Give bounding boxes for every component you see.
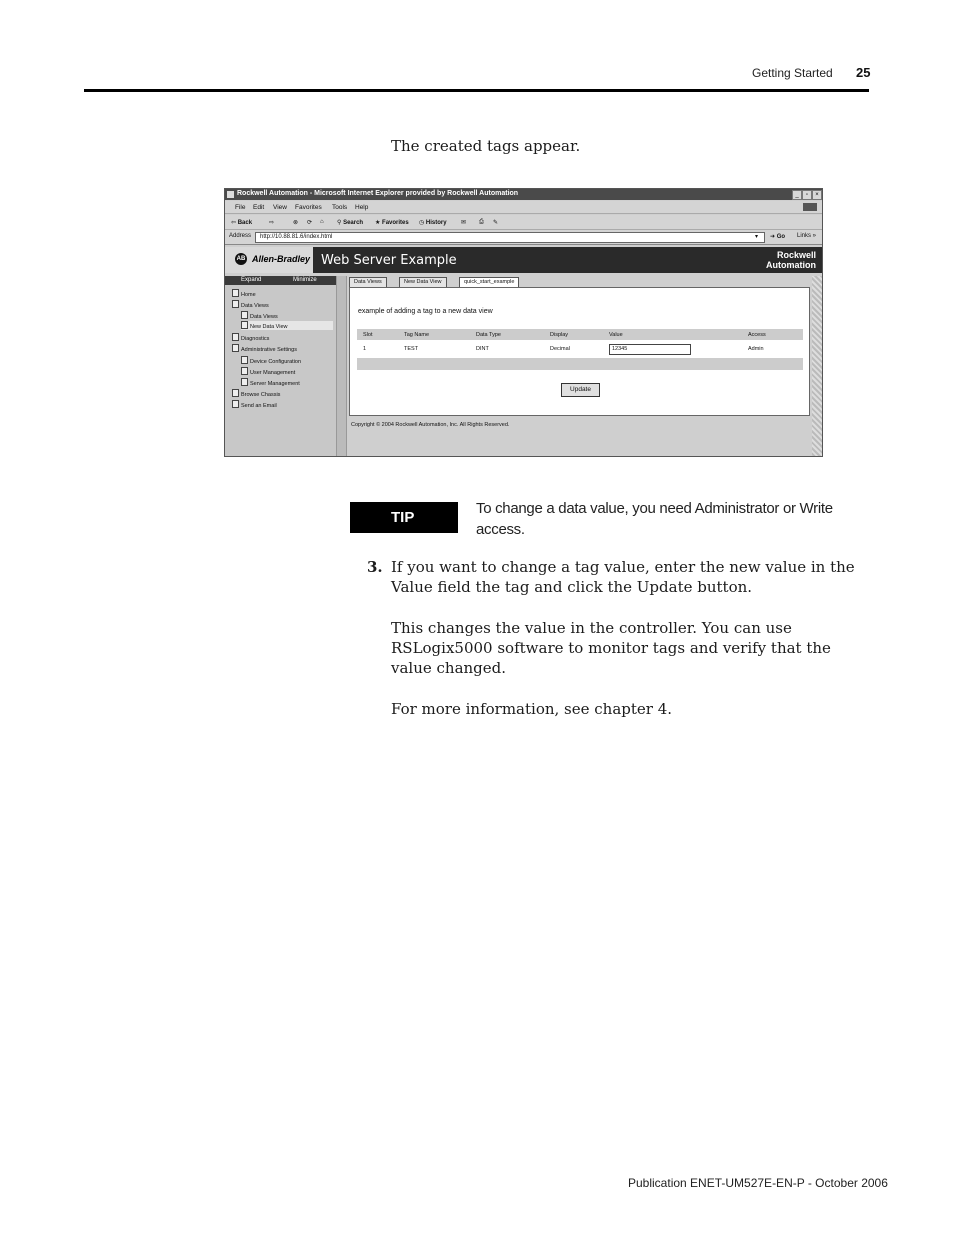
window-titlebar [225,189,822,200]
sidebar-item-browse-chassis[interactable]: Browse Chassis [232,389,280,398]
folder-icon [232,344,239,352]
folder-icon [241,367,248,375]
home-icon[interactable]: ⌂ [320,219,324,225]
value-input[interactable]: 12345 [609,344,691,355]
sidebar-item-send-email[interactable]: Send an Email [232,400,277,409]
address-url: http://10.88.81.6/index.html [260,234,333,240]
running-header-section: Getting Started [752,66,833,80]
cell-data-type: DINT [476,346,489,352]
ab-logo-icon: AB [235,253,247,265]
page-number: 25 [856,65,871,80]
browser-screenshot [224,188,823,457]
refresh-icon[interactable]: ⟳ [307,220,313,226]
mail-icon [232,400,239,408]
close-button[interactable]: × [812,190,822,200]
address-input[interactable] [255,232,765,243]
col-slot: Slot [363,332,373,338]
folder-icon [232,333,239,341]
address-bar [225,230,822,245]
sidebar-item-device-configuration[interactable]: Device Configuration [241,356,301,365]
step-number: 3. [367,558,383,576]
brand-name: Allen-Bradley [252,254,311,264]
menu-favorites[interactable]: Favorites [295,204,322,211]
expand-link[interactable]: Expand [241,277,262,283]
publication-footer: Publication ENET-UM527E-EN-P - October 2006 [628,1176,888,1190]
sidebar-item-server-management[interactable]: Server Management [241,378,300,387]
sidebar-item-diagnostics[interactable]: Diagnostics [232,333,269,342]
folder-icon [241,356,248,364]
minimize-link[interactable]: Minimize [293,277,317,283]
intro-text: The created tags appear. [391,137,581,155]
table-footer [357,358,803,370]
col-data-type: Data Type [476,332,501,338]
vertical-scrollbar[interactable] [812,276,822,457]
content-title: example of adding a tag to a new data view [358,308,493,315]
site-banner [225,247,822,273]
windows-logo-icon [803,203,817,211]
address-label: Address [229,233,252,239]
print-icon[interactable]: ⎙ [479,219,484,225]
history-button[interactable]: ◷ History [419,220,447,226]
page-icon [232,289,239,297]
copyright-text: Copyright © 2004 Rockwell Automation, Inc. All Rights Reserved. [351,422,510,428]
cell-display: Decimal [550,346,570,352]
menu-view[interactable]: View [273,204,287,211]
tip-text: To change a data value, you need Administrator or Write access. [476,500,833,538]
body-paragraph-reference: For more information, see chapter 4. [391,700,673,718]
step-text: If you want to change a tag value, enter the new value in the Value field the tag and click the Update button. [391,558,855,596]
tip-label: TIP [350,502,458,533]
col-value: Value [609,332,623,338]
search-button[interactable]: ⚲ Search [337,220,364,226]
menu-tools[interactable]: Tools [332,204,348,211]
sidebar-item-new-data-view[interactable]: New Data View [241,321,333,330]
chevron-down-icon[interactable]: ▾ [755,234,759,240]
menu-edit[interactable]: Edit [253,204,265,211]
update-button[interactable]: Update [561,383,600,397]
sidebar-item-data-views[interactable]: Data Views [241,311,278,320]
tab-quick-start-example[interactable]: quick_start_example [459,277,519,287]
minimize-button[interactable]: _ [792,190,802,200]
allen-bradley-logo-area [225,247,313,273]
sidebar-item-administrative-settings[interactable]: Administrative Settings [232,344,297,353]
favorites-button[interactable]: ★ Favorites [375,220,409,226]
folder-icon [241,378,248,386]
header-rule [84,89,869,92]
menu-bar [225,201,822,214]
rockwell-logo-line2: Automation [766,260,816,270]
sidebar-item-data-views-folder[interactable]: Data Views [232,300,269,309]
tab-new-data-view[interactable]: New Data View [399,277,447,287]
nav-sidebar [225,276,337,457]
tab-data-views[interactable]: Data Views [349,277,387,287]
ie-icon [227,191,234,198]
stop-icon[interactable]: ⊗ [293,220,299,226]
restore-button[interactable]: ▫ [802,190,812,200]
folder-icon [232,300,239,308]
links-button[interactable]: Links » [797,233,817,239]
table-row [357,343,803,356]
frame-divider[interactable] [337,276,347,457]
page-icon [232,389,239,397]
rockwell-logo-line1: Rockwell [776,250,816,260]
sidebar-item-user-management[interactable]: User Management [241,367,295,376]
window-title: Rockwell Automation - Microsoft Internet Explorer provided by Rockwell Automation [237,190,519,197]
cell-access: Admin [748,346,764,352]
menu-file[interactable]: File [235,204,246,211]
forward-icon[interactable]: ⇨ [269,220,275,226]
back-button[interactable]: ⇦ Back [231,220,253,226]
page-icon [241,311,248,319]
sidebar-header [225,276,336,285]
content-panel [349,287,810,416]
col-display: Display [550,332,569,338]
table-header [357,329,803,340]
page-icon [241,321,248,329]
col-access: Access [748,332,766,338]
go-button[interactable]: ➜ Go [770,234,786,240]
site-title: Web Server Example [321,253,457,268]
col-tag-name: Tag Name [404,332,430,338]
toolbar [225,215,822,230]
sidebar-item-home[interactable]: Home [232,289,256,298]
mail-icon[interactable]: ✉ [461,220,467,226]
body-paragraph: This changes the value in the controller. You can use RSLogix5000 software to monitor tags and verify that the value changed. [391,619,831,677]
cell-slot: 1 [363,346,367,352]
menu-help[interactable]: Help [355,204,369,211]
cell-tag-name: TEST [404,346,419,352]
edit-icon[interactable]: ✎ [493,220,499,226]
